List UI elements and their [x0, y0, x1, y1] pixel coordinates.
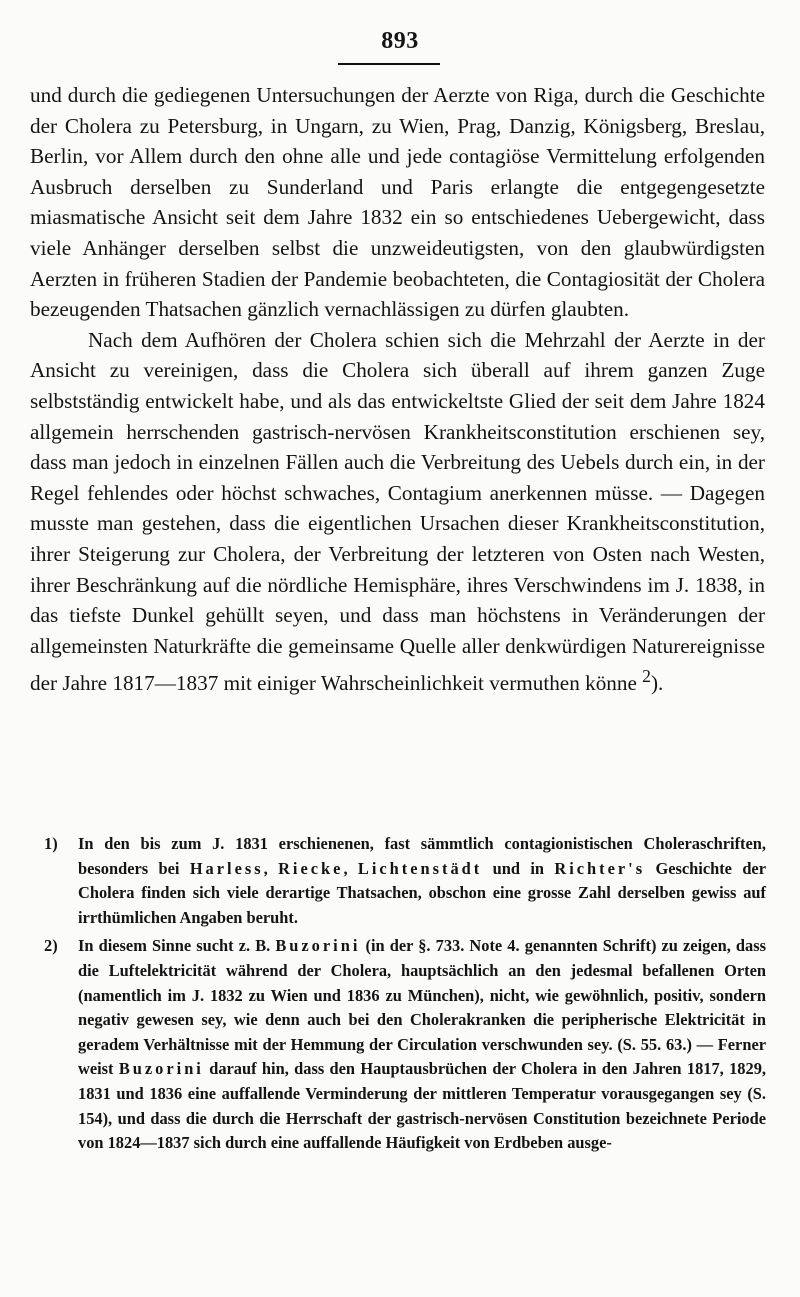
footnote-1-text-b: und in [482, 858, 555, 878]
footnote-1-name-4: Richter's [554, 858, 646, 878]
footnote-1-name-2: Riecke [278, 858, 344, 878]
footnote-2-label: 2) [44, 936, 58, 956]
footnote-1-sep-2: , [343, 858, 358, 878]
footnote-1-sep-1: , [263, 858, 279, 878]
footnote-1-text-c: Geschichte der Cholera finden sich viele derartige Thatsachen, obschon eine grosse Zahl derselben gewiss auf irrthümlichen Angaben beruht. [78, 858, 766, 927]
footnote-2-text-a: In diesem Sinne sucht z. B. [78, 936, 276, 956]
footnote-1-label: 1) [44, 834, 58, 853]
footnote-1-name-3: Lichtenstädt [357, 858, 483, 878]
footnote-2 [44, 934, 766, 1155]
footnotes [44, 832, 766, 1160]
footnote-1-name-1: Harless [189, 858, 264, 878]
footnote-1 [44, 832, 766, 930]
paragraph-2-end: ). [651, 671, 664, 696]
paragraph-2-text: Nach dem Aufhören der Cholera schien sich die Mehrzahl der Aerzte in der Ansicht zu vereinigen, dass die Cholera sich überall auf ihrem ganzen Zuge selbstständig entwickelt habe, und als das entwickeltste Glied der seit dem Jahre 1824 allgemein herrschenden gastrisch-nervösen Krankheitsconstitution erschienen sey, dass man jedoch in einzelnen Fällen auch die Verbreitung des Uebels durch ein, in der Regel fehlendes oder höchst schwaches, Contagium anerkennen müsse. — Dagegen musste man gestehen, dass die eigentlichen Ursachen dieser Krankheitsconstitution, ihrer Steigerung zur Cholera, der Verbreitung der letzteren von Osten nach Westen, ihrer Beschränkung auf die nördliche Hemisphäre, ihres Verschwindens im J. 1838, in das tiefste Dunkel gehüllt seyen, und dass man höchstens in Veränderungen der allgemeinsten Naturkräfte die gemeinsame Quelle aller denkwürdigen Naturereignisse der Jahre 1817—1837 mit einiger Wahrscheinlichkeit vermuthen könne [30, 327, 765, 696]
footnote-2-text-c: darauf hin, dass den Hauptausbrüchen der Cholera in den Jahren 1817, 1829, 1831 und 1836 eine auffallende Verminderung der mittleren Temperatur vorausgegangen sey (S. 154), und dass die durch die Herrschaft der gastrisch-nervösen Constitution bezeichnete Periode von 1824—1837 sich durch eine auffallende Häufigkeit von Erdbeben ausge- [78, 1059, 766, 1153]
footnote-2-name-2: Buzorini [118, 1059, 204, 1079]
paragraph-1: und durch die gediegenen Untersuchungen der Aerzte von Riga, durch die Geschichte der Cholera zu Petersburg, in Ungarn, zu Wien, Prag, Danzig, Königsberg, Breslau, Berlin, vor Allem durch den ohne alle und jede contagiöse Vermittelung erfolgenden Ausbruch derselben zu Sunderland und Paris erlangte die entgegengesetzte miasmatische Ansicht seit dem Jahre 1832 ein so entschiedenes Uebergewicht, dass viele Anhänger derselben selbst die unzweideutigsten, von den glaubwürdigsten Aerzten in früheren Stadien der Pandemie beobachteten, die Contagiosität der Cholera bezeugenden Thatsachen gänzlich vernachlässigen zu dürfen glaubten. [30, 83, 765, 322]
footnote-2-text-b: (in der §. 733. Note 4. genannten Schrift) zu zeigen, dass die Luftelektricität während der Cholera, hauptsächlich an den jedesmal befallenen Orten (namentlich im J. 1832 zu Wien und 1836 zu München), nicht, wie gewöhnlich, positiv, sondern negativ gewesen sey, wie denn auch bei den Cholerakranken die peripherische Elektricität in geradem Verhältnisse mit der Hemmung der Circulation verschwunden sey. (S. 55. 63.) — Ferner weist [78, 936, 766, 1079]
footnote-2-name-1: Buzorini [275, 936, 361, 956]
footnote-1-text-a: In den bis zum J. 1831 erschienenen, fast sämmtlich contagionistischen Choleraschriften, besonders bei [78, 834, 766, 878]
main-text [30, 80, 765, 699]
paragraph-2 [30, 325, 765, 699]
page-number: 893 [381, 28, 419, 54]
footnote-ref-2: 2 [642, 666, 651, 687]
header-rule [338, 63, 440, 65]
